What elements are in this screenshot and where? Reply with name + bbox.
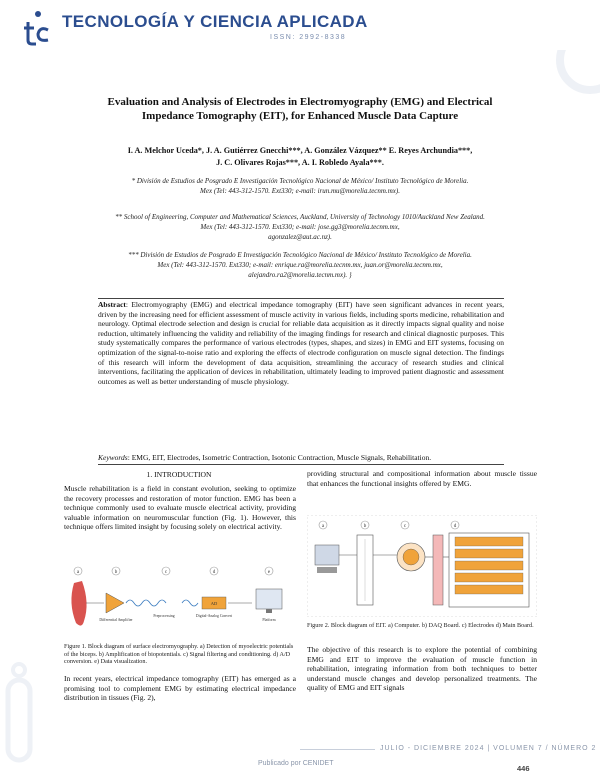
figure-1-caption: Figure 1. Block diagram of surface electromyography. a) Detection of myoelectric potentials of the biceps. b) Amplification of biopotentials. c) Signal filtering and conditioning. d) A/D conversion. e) Data visualization. (64, 643, 294, 666)
fig1-label-adc: Digital-Analog Convert (195, 614, 233, 618)
amplifier-icon (106, 593, 124, 613)
paper-title: Evaluation and Analysis of Electrodes in Electromyography (EMG) and Electrical Impedance Tomography (EIT), for Enhanced Muscle Data Capture (107, 96, 493, 122)
fig1-label-proc: Preprocessing (153, 614, 175, 618)
footer-divider (300, 749, 375, 750)
decorative-corner-shapes (520, 50, 600, 130)
fig1-label-d: d (212, 570, 216, 575)
figure-1-emg-diagram (64, 563, 296, 635)
abstract-label: Abstract (98, 300, 126, 309)
footer-publisher: Publicado por CENIDET (258, 760, 334, 767)
affiliation-2: ** School of Engineering, Computer and Mathematical Sciences, Auckland, University of Technology 1010/Auckland New Zealand. Mex (Tel: 443-312-1570. Ext330; e-mail: jose.gg3@morelia.tecnm.mx, agonzalez@aut.ac.nz). (115, 213, 485, 241)
journal-logo-icon (22, 10, 52, 46)
abstract (98, 298, 504, 386)
decorative-margin-shapes (0, 660, 60, 770)
fig1-label-a: a (76, 570, 80, 575)
keywords-label: Keywords (98, 453, 128, 462)
fig2-label-d: d (453, 524, 457, 529)
figure-2-eit-diagram (307, 515, 537, 617)
monitor-icon (256, 589, 282, 609)
right-paragraph-1: providing structural and compositional information about muscle tissue that enhances the functional insights offered by EMG. (307, 469, 537, 488)
affiliation-1: * División de Estudios de Posgrado E Investigación Tecnológico Nacional de México/ Instituto Tecnológico de Morelia. Mex (Tel: 443-312-1570. Ext330; e-mail: irun.mu@morelia.tecnm.mx). (131, 177, 469, 195)
figure-2-caption: Figure 2. Block diagram of EIT. a) Computer. b) DAQ Board. c) Electrodes d) Main Board. (307, 622, 534, 629)
fig1-label-ad: AD (210, 601, 218, 606)
authors-line-1: I. A. Melchor Uceda*, J. A. Gutiérrez Gnecchi***, A. González Vázquez** E. Reyes Archundia***, (127, 146, 473, 155)
abstract-text: : Electromyography (EMG) and electrical impedance tomography (EIT) have seen significant advances in recent years, driven by the increasing need for efficient assessment of muscle activity in various fields, including sports medicine, rehabilitation and neurology. Optimal electrode selection and design is crucial for reliable data acquisition as it directly impacts signal quality and noise reduction, ultimately influencing the validity and reliability of the imaging findings for research and clinical diagnostic purposes. This study systematically compares the performance of various electrodes (types, shapes, and sizes) in EMG and EIT systems, focusing on optimization of the signal-to-noise ratio and exploring the effects of electrode configuration on muscle signal detection. The findings of this research will inform the development of data acquisition, streamlining the accuracy of research studies and clinical interventions, facilitating the application of devices in rehabilitation, ultimately leading to improved patient diagnostic and assessment outcomes as well as better understanding of muscle physiology. (98, 300, 504, 386)
fig1-label-amp: Differential Amplifier (99, 618, 133, 622)
fig1-label-c: c (164, 570, 168, 575)
fig1-label-plat: Platform (262, 618, 276, 622)
signal-path-bar (433, 535, 443, 605)
muscle-icon (71, 581, 86, 626)
authors-line-2: J. C. Olivares Rojas***, A. I. Robledo Ayala***. (216, 157, 384, 167)
fig2-label-c: c (403, 524, 407, 529)
fig2-label-b: b (363, 524, 367, 529)
intro-paragraph-2: In recent years, electrical impedance tomography (EIT) has emerged as a promising tool to complement EMG by estimating electrical impedance distribution in tissues (Fig. 2), (64, 674, 296, 703)
computer-icon (315, 545, 339, 565)
keywords-text: : EMG, EIT, Electrodes, Isometric Contraction, Isotonic Contraction, Muscle Signals, Rehabilitation. (127, 453, 432, 462)
author-list (80, 145, 520, 168)
affiliation-3: *** División de Estudios de Posgrado E Investigación Tecnológico Nacional de México/ Instituto Tecnológico de Morelia. Mex (Tel: 443-312-1570. Ext330; e-mail: enrique.ra@morelia.tecnm.mx, juan.or@morelia.tecnm.mx, alejandro.ra2@morelia.tecnm.mx). } (128, 251, 472, 279)
footer-issue-info: JULIO - DICIEMBRE 2024 | VOLUMEN 7 / NÚMERO 2 (380, 745, 597, 752)
fig1-label-b: b (114, 570, 118, 575)
fig2-label-a: a (321, 524, 325, 529)
section-heading: 1. INTRODUCTION (146, 470, 212, 479)
fig1-label-e: e (267, 570, 271, 575)
page-number: 446 (517, 764, 530, 773)
intro-paragraph-1: Muscle rehabilitation is a field in constant evolution, seeking to optimize the recovery processes and restoration of motor function. EMG has been a technique commonly used to evaluate muscle electrical activity, providing valuable information on neuromuscular function (Fig. 1). However, this technique offers limited insight by focusing solely on electrical activity. (64, 484, 296, 532)
journal-title: TECNOLOGÍA Y CIENCIA APLICADA (62, 12, 368, 31)
right-paragraph-2: The objective of this research is to explore the potential of combining EMG and EIT to improve the evaluation of muscle function in rehabilitation, integrating information from both techniques to better understand muscle changes and develop personalized treatments. The quality of EMG and EIT signals (307, 645, 537, 693)
journal-issn: ISSN: 2992-8338 (270, 34, 347, 41)
keywords (98, 453, 504, 465)
